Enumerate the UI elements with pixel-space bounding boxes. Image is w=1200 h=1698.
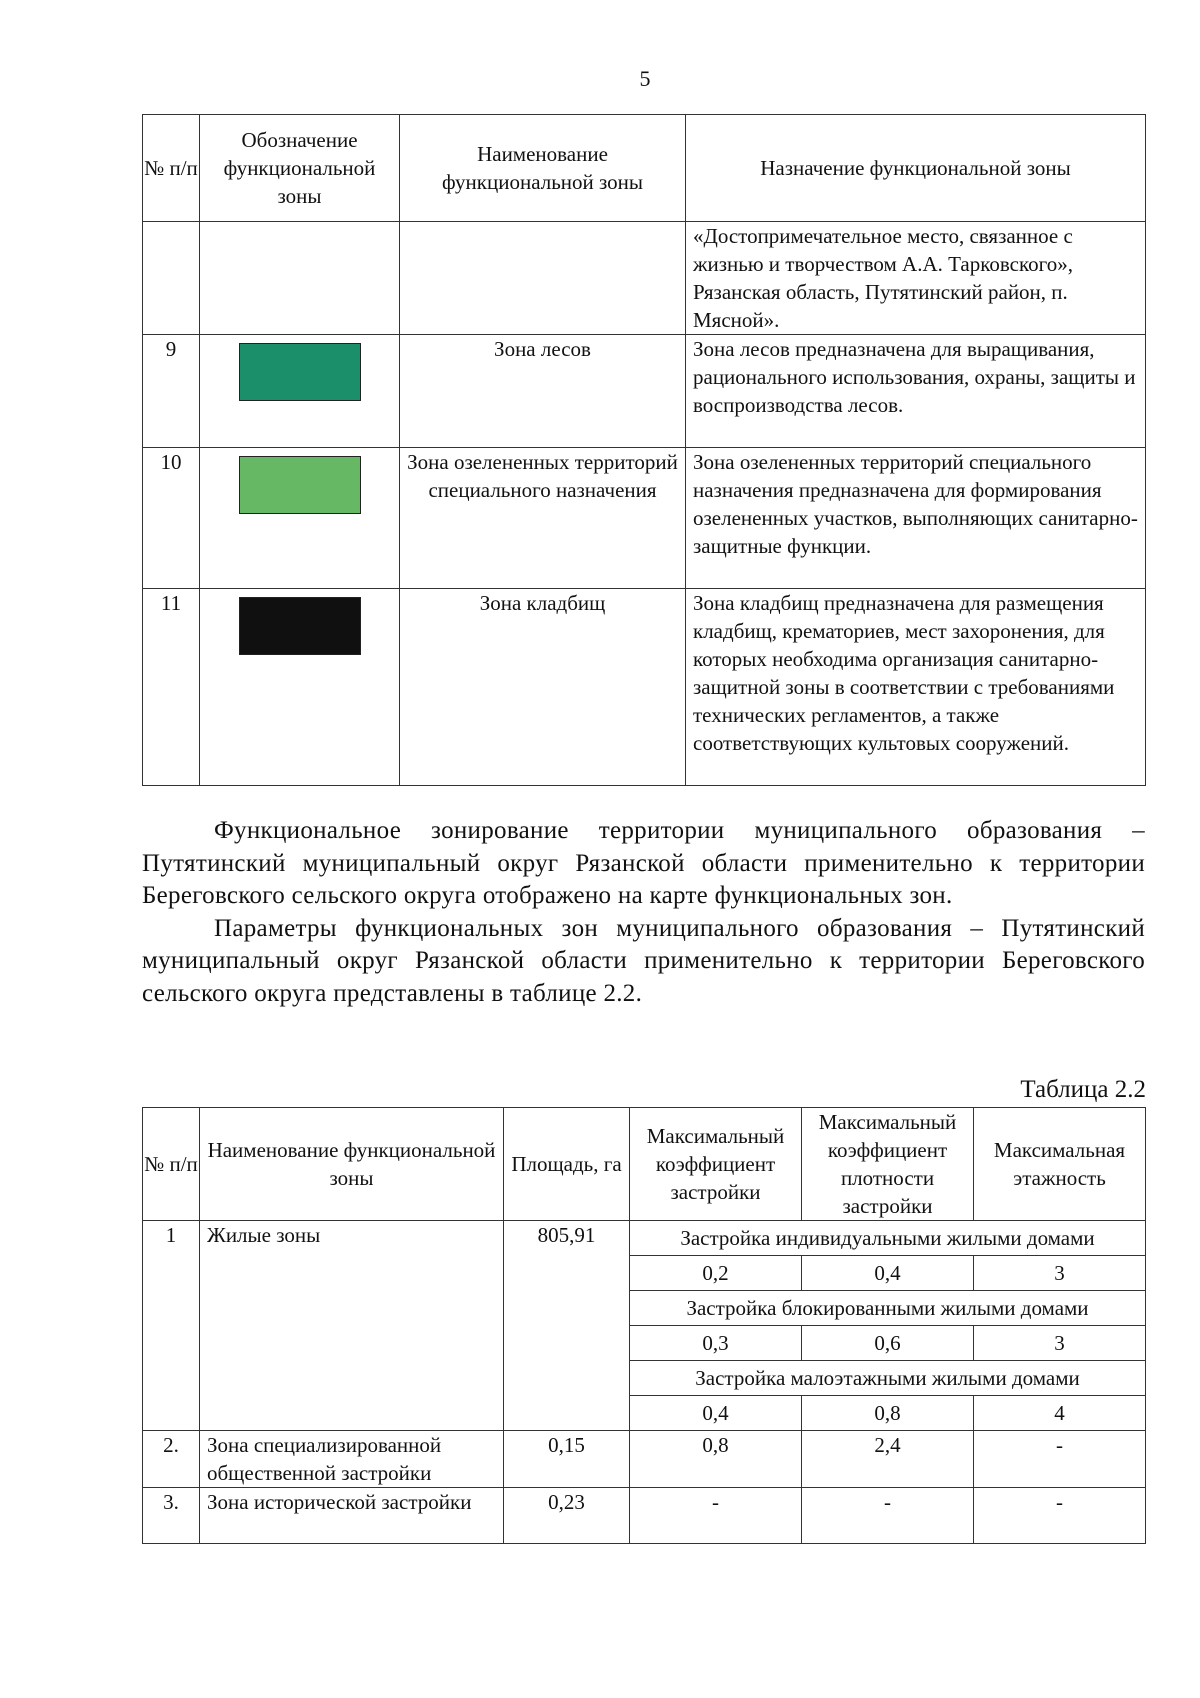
coverage-value: - <box>630 1488 802 1544</box>
header-name: Наименование функциональной зоны <box>400 115 686 222</box>
table-row <box>143 1221 1146 1256</box>
swatch-cell <box>200 448 400 589</box>
paragraph: Параметры функциональных зон муниципального образования – Путятинский муниципальный округ Рязанской области применительно к территории Береговского сельского округа представлены в таблице 2.2. <box>142 914 1145 1007</box>
header-purpose: Назначение функциональной зоны <box>686 115 1146 222</box>
table-row <box>143 1431 1146 1488</box>
page-number: 5 <box>639 66 651 91</box>
subtype-label: Застройка блокированными жилыми домами <box>630 1291 1146 1326</box>
header-num: № п/п <box>143 1108 200 1221</box>
forest-zone-swatch <box>239 343 361 401</box>
zone-area: 805,91 <box>504 1221 630 1431</box>
zone-area: 0,23 <box>504 1488 630 1544</box>
coverage-value: 0,4 <box>630 1396 802 1431</box>
header-designation: Обозначение функциональной зоны <box>200 115 400 222</box>
row-num: 9 <box>143 335 200 448</box>
floors-value: - <box>974 1488 1146 1544</box>
floors-value: 3 <box>974 1326 1146 1361</box>
green-zone-swatch <box>239 456 361 514</box>
table-header-row <box>143 115 1146 222</box>
table-row-continuation <box>143 222 1146 335</box>
table-row <box>143 448 1146 589</box>
header-density: Максимальный коэффициент плотности застройки <box>802 1108 974 1221</box>
zone-name: Зона озелененных территорий специального назначения <box>400 448 686 589</box>
row-num: 11 <box>143 589 200 786</box>
functional-zones-table <box>142 114 1146 786</box>
coverage-value: 0,2 <box>630 1256 802 1291</box>
density-value: 0,8 <box>802 1396 974 1431</box>
row-num: 10 <box>143 448 200 589</box>
zone-name: Жилые зоны <box>200 1221 504 1431</box>
purpose-cell: Зона кладбищ предназначена для размещения кладбищ, крематориев, мест захоронения, для которых необходима организация санитарно-защитной зоны в соответствии с требованиями технических регламентов, а также соответствующих культовых сооружений. <box>686 589 1146 786</box>
table-row <box>143 1488 1146 1544</box>
floors-value: 3 <box>974 1256 1146 1291</box>
coverage-value: 0,8 <box>630 1431 802 1488</box>
density-value: 2,4 <box>802 1431 974 1488</box>
table-row <box>143 335 1146 448</box>
header-name: Наименование функциональной зоны <box>200 1108 504 1221</box>
coverage-value: 0,3 <box>630 1326 802 1361</box>
cemetery-zone-swatch <box>239 597 361 655</box>
density-value: - <box>802 1488 974 1544</box>
purpose-cell: Зона озелененных территорий специального назначения предназначена для формирования озелененных участков, выполняющих санитарно-защитные функции. <box>686 448 1146 589</box>
zone-name: Зона специализированной общественной застройки <box>200 1431 504 1488</box>
zone-name: Зона исторической застройки <box>200 1488 504 1544</box>
header-coverage: Максимальный коэффициент застройки <box>630 1108 802 1221</box>
row-num: 1 <box>143 1221 200 1431</box>
density-value: 0,4 <box>802 1256 974 1291</box>
table-header-row <box>143 1108 1146 1221</box>
paragraph: Функциональное зонирование территории муниципального образования – Путятинский муниципальный округ Рязанской области применительно к территории Береговского сельского округа отображено на карте функциональных зон. <box>142 817 1145 909</box>
body-text <box>142 815 1145 1010</box>
subtype-label: Застройка индивидуальными жилыми домами <box>630 1221 1146 1256</box>
row-num: 3. <box>143 1488 200 1544</box>
swatch-cell <box>200 335 400 448</box>
purpose-cell: Зона лесов предназначена для выращивания, рационального использования, охраны, защиты и воспроизводства лесов. <box>686 335 1146 448</box>
floors-value: 4 <box>974 1396 1146 1431</box>
subtype-label: Застройка малоэтажными жилыми домами <box>630 1361 1146 1396</box>
header-floors: Максимальная этажность <box>974 1108 1146 1221</box>
table-row <box>143 589 1146 786</box>
purpose-cell: «Достопримечательное место, связанное с жизнью и творчеством А.А. Тарковского», Рязанская область, Путятинский район, п. Мясной». <box>686 222 1146 335</box>
row-num: 2. <box>143 1431 200 1488</box>
swatch-cell <box>200 589 400 786</box>
header-num: № п/п <box>143 115 200 222</box>
zone-parameters-table <box>142 1107 1146 1544</box>
floors-value: - <box>974 1431 1146 1488</box>
table-caption: Таблица 2.2 <box>1020 1076 1146 1103</box>
zone-name: Зона лесов <box>400 335 686 448</box>
zone-area: 0,15 <box>504 1431 630 1488</box>
zone-name: Зона кладбищ <box>400 589 686 786</box>
density-value: 0,6 <box>802 1326 974 1361</box>
header-area: Площадь, га <box>504 1108 630 1221</box>
